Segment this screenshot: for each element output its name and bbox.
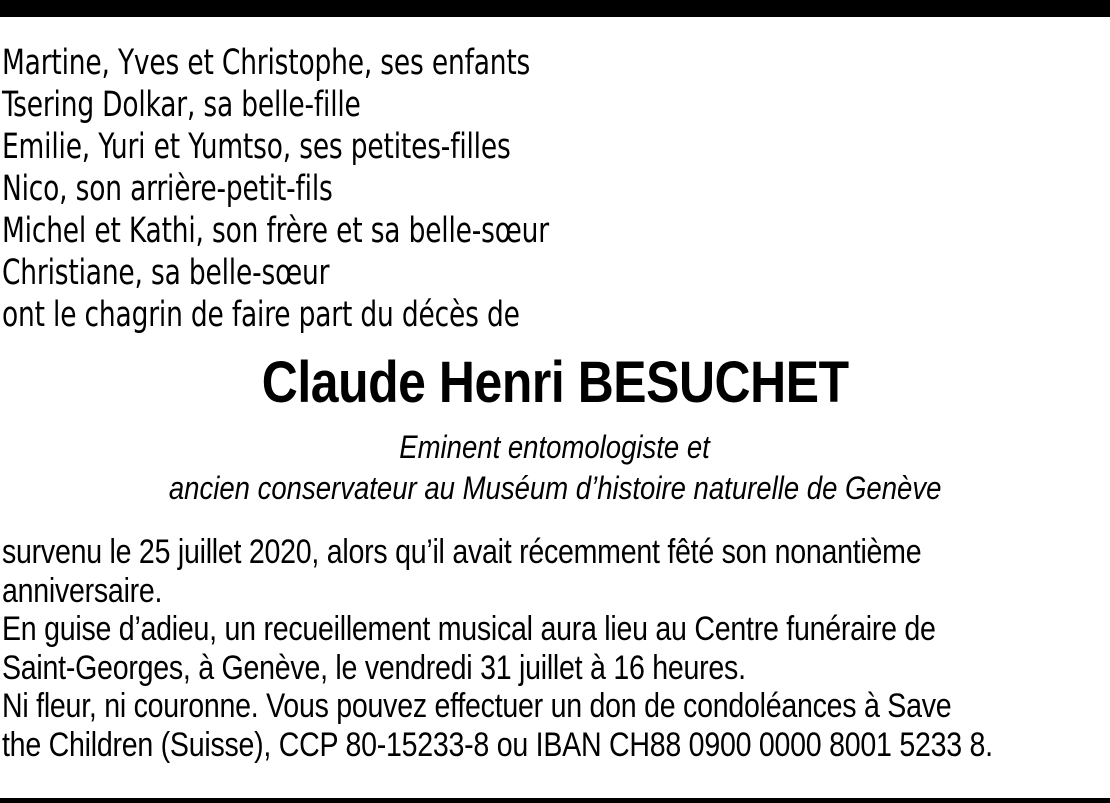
family-line: Christiane, sa belle-sœur bbox=[2, 253, 330, 293]
family-line: Tsering Dolkar, sa belle-fille bbox=[2, 85, 361, 125]
body-line: anniversaire. bbox=[2, 571, 163, 610]
title-line bbox=[0, 468, 1110, 509]
notice-body bbox=[2, 533, 1110, 764]
family-line: Martine, Yves et Christophe, ses enfants bbox=[2, 43, 531, 83]
body-line: Saint-Georges, à Genève, le vendredi 31 juillet à 16 heures. bbox=[2, 648, 746, 687]
title-line bbox=[0, 427, 1110, 468]
bottom-border-rule bbox=[0, 798, 1110, 803]
announcement-intro-line: ont le chagrin de faire part du décès de bbox=[2, 295, 520, 335]
top-border-rule bbox=[0, 0, 1110, 17]
family-line: Michel et Kathi, son frère et sa belle-sœur bbox=[2, 211, 549, 251]
family-announcement-list bbox=[2, 42, 653, 336]
deceased-name-text: Claude Henri BESUCHET bbox=[261, 350, 849, 415]
family-line: Emilie, Yuri et Yumtso, ses petites-filles bbox=[2, 127, 511, 167]
title-line-text: Eminent entomologiste et bbox=[399, 429, 711, 465]
body-line: En guise d’adieu, un recueillement musical aura lieu au Centre funéraire de bbox=[2, 610, 936, 648]
body-line: survenu le 25 juillet 2020, alors qu’il avait récemment fêté son nonantième bbox=[2, 533, 922, 571]
family-line: Nico, son arrière-petit-fils bbox=[2, 169, 333, 209]
deceased-name-heading bbox=[0, 348, 1110, 418]
deceased-titles bbox=[0, 427, 1110, 509]
title-line-text: ancien conservateur au Muséum d’histoire naturelle de Genève bbox=[168, 470, 942, 506]
body-line: Ni fleur, ni couronne. Vous pouvez effectuer un don de condoléances à Save bbox=[2, 687, 952, 725]
body-line: the Children (Suisse), CCP 80-15233-8 ou IBAN CH88 0900 0000 8001 5233 8. bbox=[2, 725, 993, 764]
